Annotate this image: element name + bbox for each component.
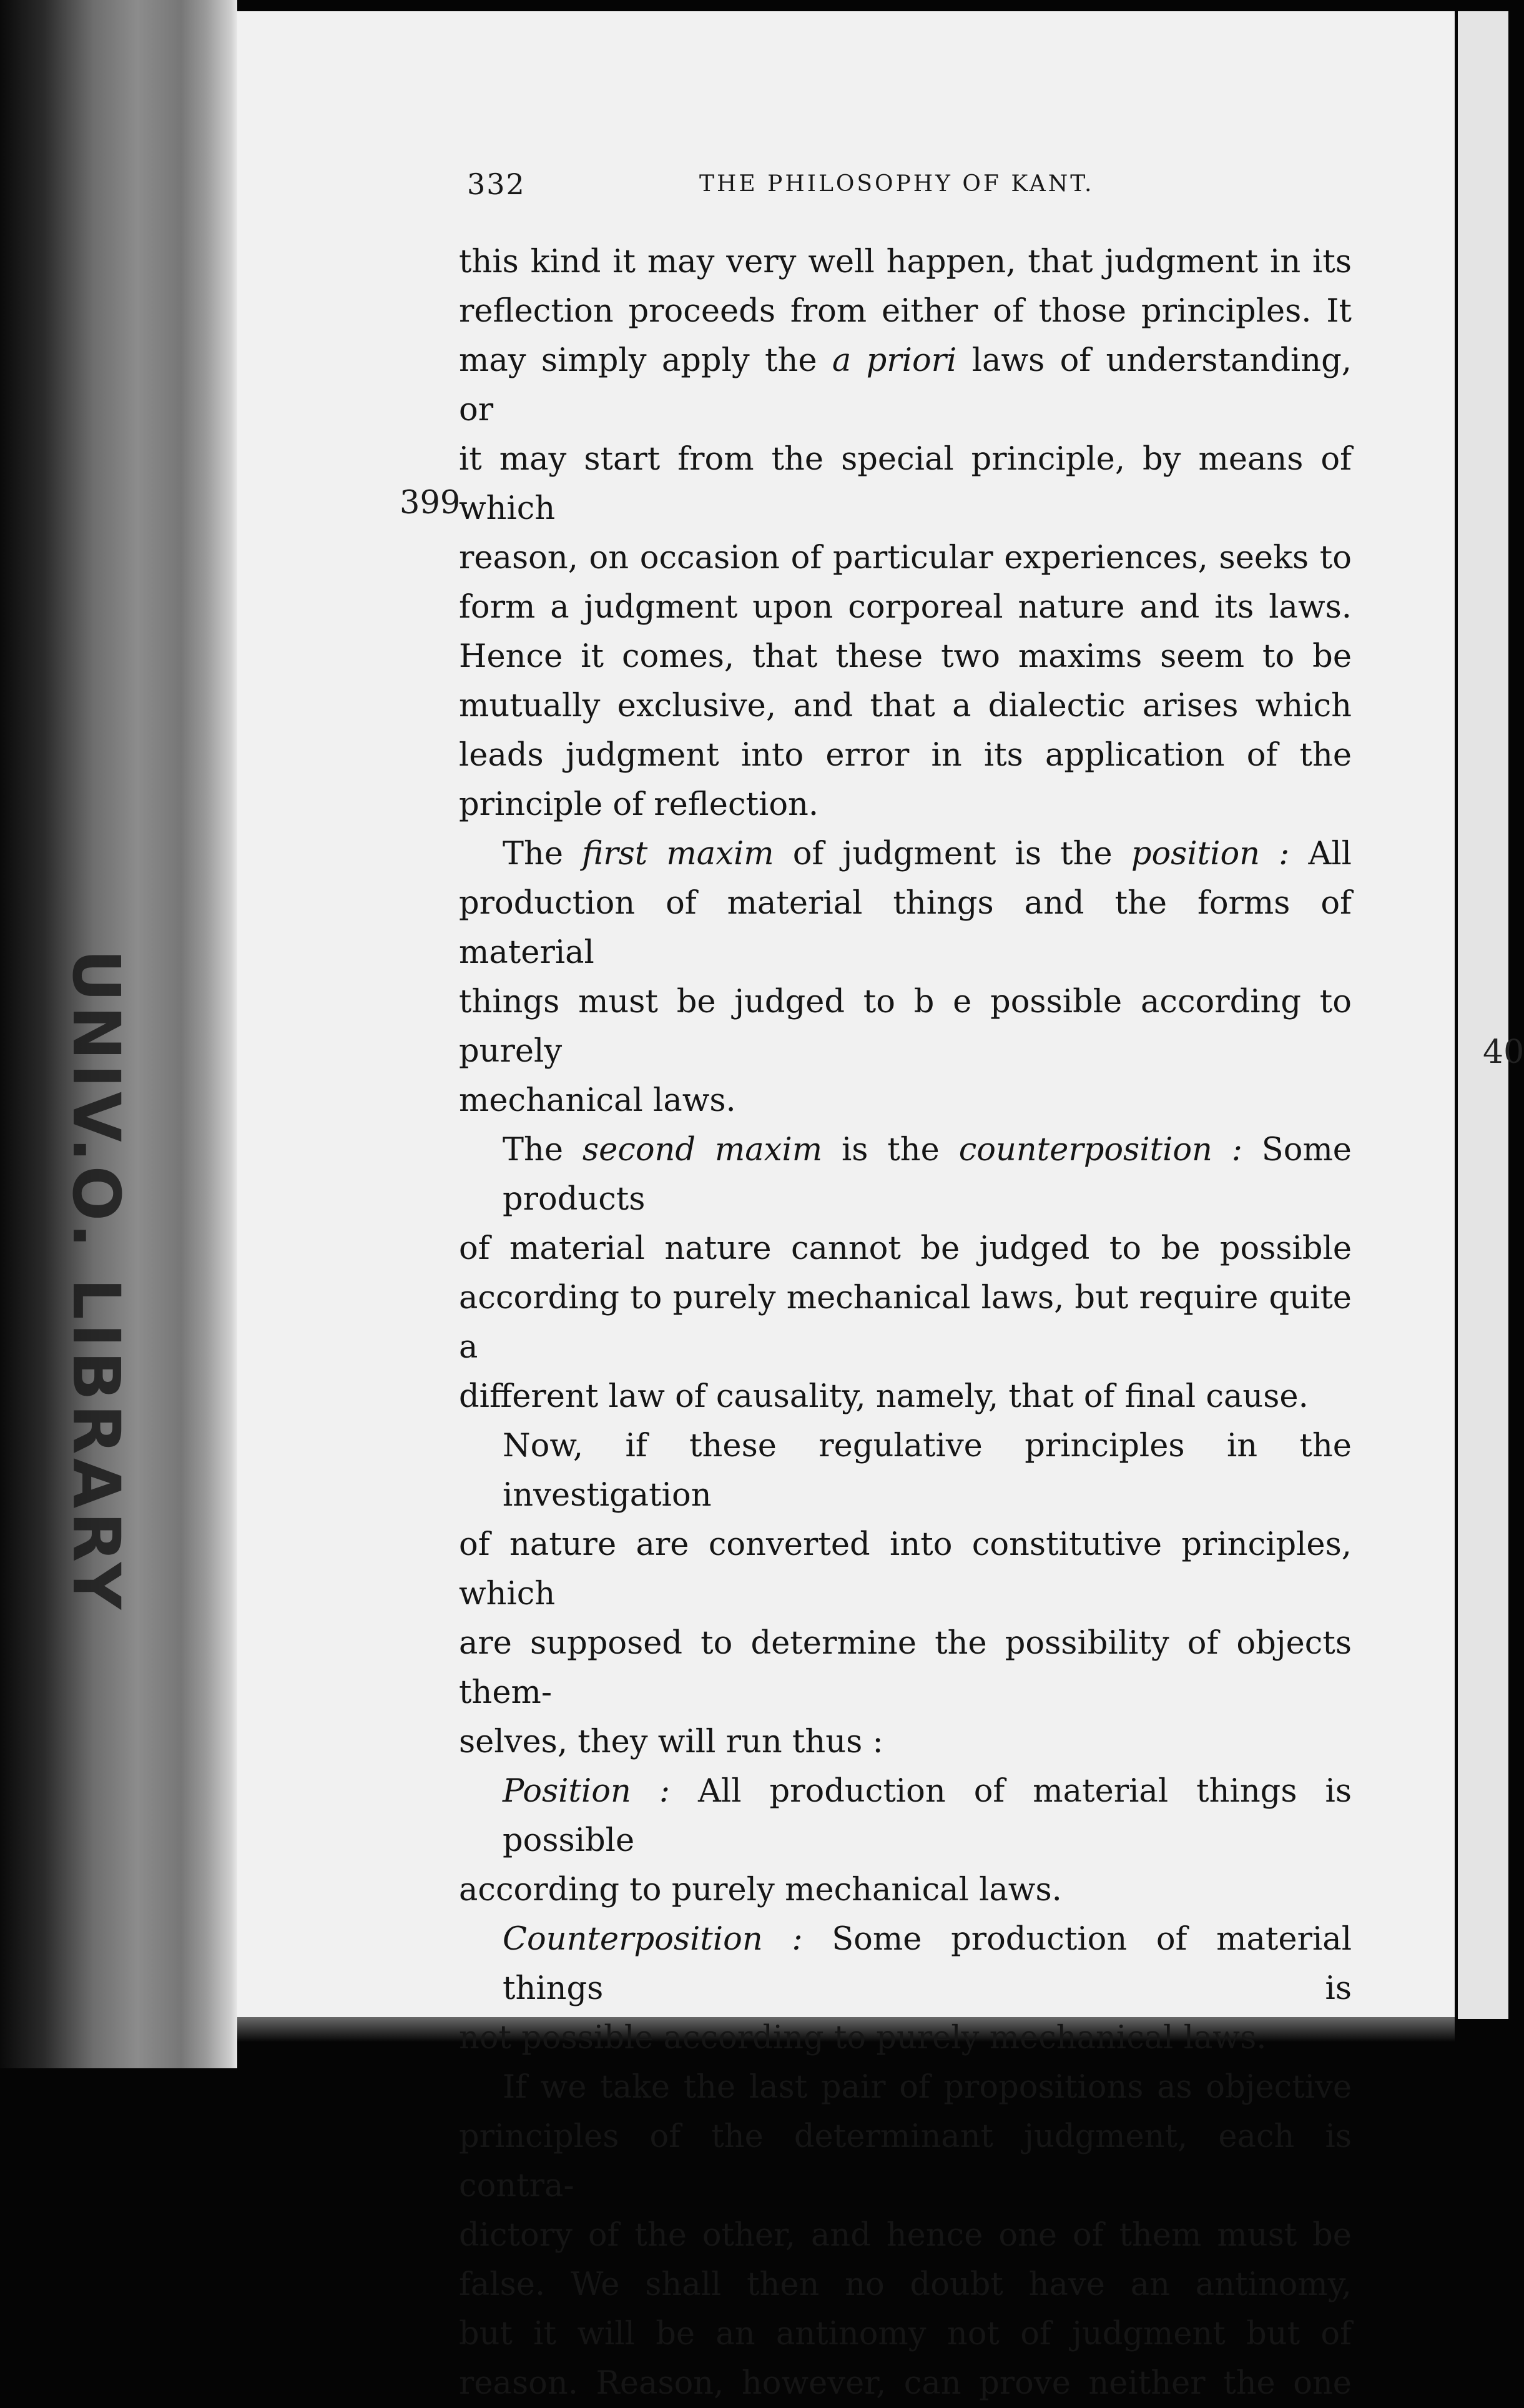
text-line: according to purely mechanical laws, but require quite a <box>459 1280 1352 1366</box>
text-line: mechanical laws. <box>459 1082 736 1119</box>
italic-phrase: a priori <box>832 342 957 379</box>
running-title: THE PHILOSOPHY OF KANT. <box>699 171 1094 197</box>
text-line: not possible according to purely mechanical laws. <box>459 2020 1267 2056</box>
italic-phrase: first maxim <box>582 836 774 872</box>
text-line: The second maxim is the counterposition : Some products <box>503 1132 1352 1218</box>
page-header <box>467 167 1141 211</box>
text-line: things must be judged to b e possible according to purely <box>459 984 1352 1070</box>
facing-page-edge <box>1458 11 1508 2019</box>
text-line: principle of reflection. <box>459 786 819 823</box>
text-line: Now, if these regulative principles in the investigation <box>503 1428 1352 1514</box>
text-line: Counterposition : Some production of material things is <box>503 1921 1352 2007</box>
text-line: according to purely mechanical laws. <box>459 1872 1062 1908</box>
text-line: false. We shall then no doubt have an antinomy, <box>459 2266 1352 2303</box>
library-stamp: UNIV.O. LIBRARY <box>58 949 134 1614</box>
text-line: different law of causality, namely, that of final cause. <box>459 1378 1309 1415</box>
text-line: this kind it may very well happen, that judgment in its <box>459 244 1352 280</box>
text-line: may simply apply the a priori laws of understanding, or <box>459 342 1352 428</box>
text-line: mutually exclusive, and that a dialectic arises which <box>459 688 1352 724</box>
marginal-reference-number: 399 <box>400 485 461 521</box>
text-line: reflection proceeds from either of those principles. It <box>459 293 1352 330</box>
text-line: form a judgment upon corporeal nature and its laws. <box>459 589 1352 626</box>
text-line: of material nature cannot be judged to be possible <box>459 1230 1352 1267</box>
text-line: The first maxim of judgment is the position : All <box>503 836 1352 872</box>
text-line: selves, they will run thus : <box>459 1724 883 1760</box>
text-line: reason, on occasion of particular experiences, seeks to <box>459 540 1352 576</box>
text-line: leads judgment into error in its application of the <box>459 737 1352 774</box>
page-body <box>459 237 1352 2408</box>
text-line: Hence it comes, that these two maxims seem to be <box>459 638 1352 675</box>
text-line: but it will be an antinomy not of judgment but of <box>459 2316 1352 2352</box>
italic-phrase: second maxim <box>582 1132 823 1168</box>
page-number: 332 <box>467 167 526 201</box>
text-line: production of material things and the forms of material <box>459 885 1352 971</box>
facing-page-margin-number: 40 <box>1483 1034 1524 1071</box>
text-line: reason. Reason, however, can prove neither the one <box>459 2365 1352 2402</box>
italic-phrase: position : <box>1131 836 1290 872</box>
italic-phrase: counterposition : <box>958 1132 1242 1168</box>
italic-phrase: Counterposition : <box>503 1921 803 1958</box>
text-line: dictory of the other, and hence one of them must be <box>459 2217 1352 2254</box>
text-line: it may start from the special principle, by means of which <box>459 441 1352 527</box>
text-line: Position : All production of material things is possible <box>503 1773 1352 1859</box>
text-line: If we take the last pair of propositions as objective <box>503 2069 1352 2106</box>
text-line: are supposed to determine the possibility of objects them- <box>459 1625 1352 1711</box>
text-line: of nature are converted into constitutive principles, which <box>459 1526 1352 1612</box>
italic-phrase: Position : <box>503 1773 671 1810</box>
text-line: principles of the determinant judgment, each is contra- <box>459 2118 1352 2204</box>
